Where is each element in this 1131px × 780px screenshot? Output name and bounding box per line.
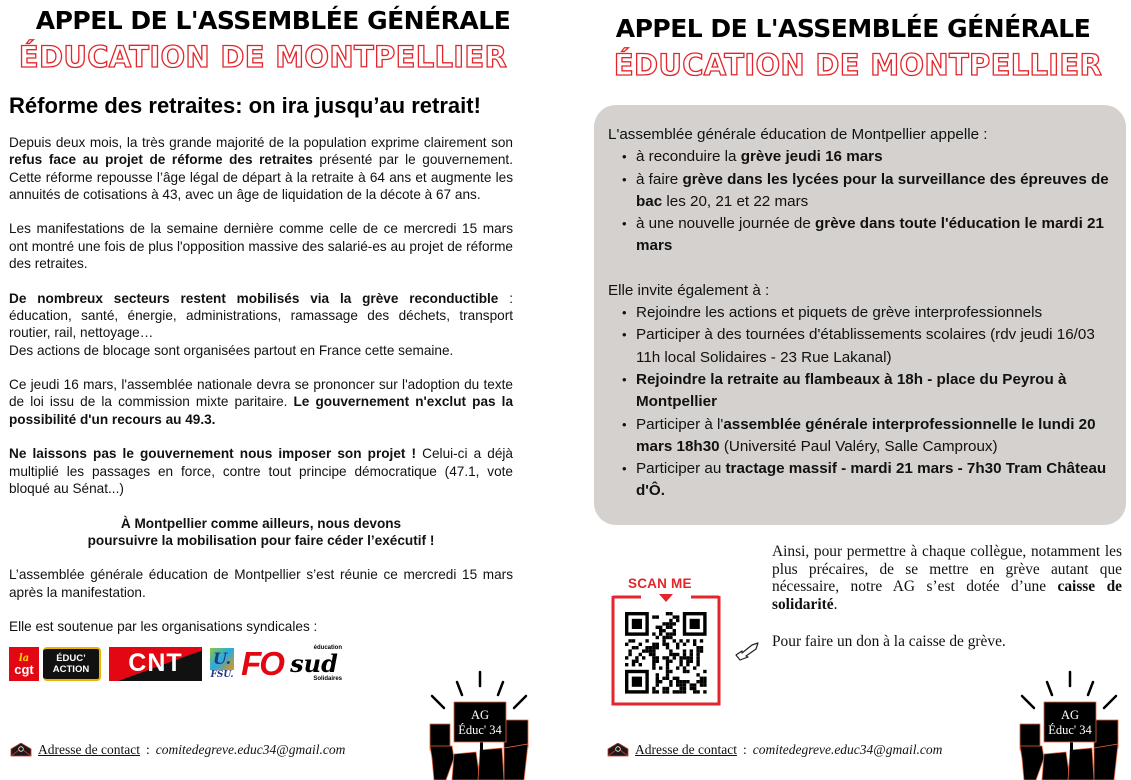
ag-educ34-logo [424, 668, 534, 780]
list-item [622, 302, 1118, 324]
list-item [622, 324, 1118, 369]
page-subtitle: ÉDUCATION DE MONTPELLIER [18, 40, 508, 74]
contact-email-link[interactable]: comitedegreve.educ34@gmail.com [155, 742, 346, 757]
invites-list [608, 302, 1118, 503]
text-bold: grève jeudi 16 mars [740, 148, 883, 166]
page-title: APPEL DE L'ASSEMBLÉE GÉNÉRALE [615, 14, 1091, 43]
text: Rejoindre les actions et piquets de grève interprofessionnels [636, 304, 1043, 322]
right-page [570, 0, 1131, 780]
ag-educ34-logo [1014, 668, 1124, 780]
cgt-logo-text: cgt [14, 661, 34, 677]
sectors-text [9, 290, 513, 342]
sud-logo [286, 644, 342, 684]
contact-label: Adresse de contact [38, 742, 140, 757]
sud-logo-text: sud [290, 648, 338, 678]
envelope-icon [607, 743, 629, 757]
contact-separator: : [742, 742, 747, 757]
cgt-logo [9, 647, 39, 681]
donation-link[interactable]: Pour faire un don à la caisse de grève. [772, 633, 1006, 650]
pointing-arrow-icon [734, 641, 760, 661]
paragraph-assembly-vote [9, 376, 513, 428]
contact-email-link[interactable]: comitedegreve.educ34@gmail.com [752, 742, 943, 757]
paragraph-meeting: L’assemblée générale éducation de Montpellier s’est réunie ce mercredi 15 mars après la manifestation. [9, 567, 513, 600]
envelope-icon [10, 743, 32, 757]
sud-logo-text: éducation [313, 644, 342, 651]
calls-intro: L'assemblée générale éducation de Montpellier appelle : [608, 126, 988, 143]
text-bold: assemblée générale interprofessionnelle le lundi 20 mars 18h30 [636, 415, 1096, 455]
contact-line [607, 742, 942, 758]
text: (Université Paul Valéry, Salle Camproux) [719, 437, 998, 455]
text-bold: De nombreux secteurs restent mobilisés via la grève reconductible [9, 290, 499, 306]
text-bold: caisse de solidarité [772, 578, 1122, 613]
down-arrow-icon [659, 594, 673, 602]
page-subtitle: ÉDUCATION DE MONTPELLIER [613, 48, 1103, 82]
text: Participer à l' [636, 415, 724, 433]
educ-action-text: ÉDUC’ [56, 652, 86, 664]
blocking-text: Des actions de blocage sont organisées partout en France cette semaine. [9, 342, 454, 358]
text: Participer au [636, 460, 726, 478]
list-item [622, 414, 1118, 459]
fsu-logo-text: FSU. [210, 669, 234, 680]
text: . [833, 595, 838, 613]
calls-list [608, 146, 1118, 257]
fsu-logo-mark: U. [210, 648, 234, 670]
left-page [0, 0, 560, 780]
callout-mobilisation [9, 515, 513, 550]
text: à faire [636, 170, 683, 188]
ag-sign-line: Éduc' 34 [458, 723, 502, 737]
contact-separator: : [145, 742, 150, 757]
text-bold: tractage massif - mardi 21 mars - 7h30 Tram Château d'Ô. [636, 460, 1107, 500]
solidarity-paragraph [772, 543, 1122, 613]
paragraph-demonstrations: Les manifestations de la semaine dernière comme celle de ce mercredi 15 mars ont montré une fois de plus l'opposition massive des salarié-es au projet de réforme des retraites. [9, 221, 513, 272]
text-bold: Rejoindre la retraite au flambeaux à 18h - place du Peyrou à Montpellier [636, 370, 1067, 411]
paragraph-resist [9, 445, 513, 497]
text: présenté par le gouvernement. Cette réforme repousse l’âge légal de départ à la retraite à 64 ans et augmente les annuités de cotisations à 43, avec un âge de liquidation de la décote à 67 ans. [9, 152, 513, 202]
left-body [9, 92, 513, 684]
contact-line [10, 742, 345, 758]
cnt-logo: CNT [109, 647, 202, 681]
list-item [622, 369, 1118, 414]
scan-me-label: SCAN ME [628, 576, 692, 591]
list-item [622, 458, 1118, 503]
calls-box [594, 105, 1126, 525]
qr-modules [625, 612, 707, 694]
ag-sign-line: AG [470, 708, 490, 722]
sud-logo-text: Solidaires [313, 675, 342, 682]
text: Depuis deux mois, la très grande majorité de la population exprime clairement son [9, 135, 513, 150]
paragraph-intro [9, 134, 513, 203]
invites-intro: Elle invite également à : [608, 281, 770, 299]
text-bold: Le gouvernement n'exclut pas la possibilité d'un recours au 49.3. [9, 394, 513, 427]
paragraph-unions: Elle est soutenue par les organisations syndicales : [9, 619, 318, 635]
text: : éducation, santé, énergie, administrations, ramassage des déchets, transport routier, rail, nettoyage… [9, 290, 513, 341]
list-item [622, 169, 1118, 214]
text: Celui-ci a déjà multiplié les passages en force, contre tout principe démocratique (47.1, vote bloqué au Sénat...) [9, 446, 513, 496]
page-title: APPEL DE L'ASSEMBLÉE GÉNÉRALE [35, 6, 511, 35]
qr-code[interactable] [611, 594, 721, 706]
list-item [622, 146, 1118, 168]
text: à reconduire la [636, 148, 741, 166]
text-bold: Ne laissons pas le gouvernement nous imposer son projet ! [9, 446, 417, 462]
fsu-logo [206, 647, 238, 681]
educ-action-text: ACTION [52, 663, 90, 675]
text: Ce jeudi 16 mars, l'assemblée nationale devra se prononcer sur l'adoption du texte de loi issu de la commission mixte paritaire. [9, 377, 513, 410]
text-bold: grève dans toute l'éducation le mardi 21 mars [636, 215, 1104, 255]
cgt-logo-text: la [18, 652, 30, 664]
ag-sign-line: Éduc' 34 [1048, 723, 1092, 737]
contact-label: Adresse de contact [635, 742, 737, 757]
text: à une nouvelle journée de [636, 215, 816, 233]
callout-line: À Montpellier comme ailleurs, nous devons [120, 515, 402, 531]
headline: Réforme des retraites: on ira jusqu’au retrait! [9, 93, 481, 118]
fo-logo: FO [241, 644, 283, 682]
list-item [622, 213, 1118, 258]
ag-sign-line: AG [1060, 708, 1080, 722]
text: les 20, 21 et 22 mars [662, 192, 809, 210]
callout-line: poursuivre la mobilisation pour faire céder l’exécutif ! [87, 532, 435, 548]
paragraph-sectors [9, 290, 513, 359]
educ-action-logo [43, 647, 101, 681]
text-bold: refus face au projet de réforme des retraites [9, 152, 313, 168]
text: Participer à des tournées d'établissements scolaires (rdv jeudi 16/03 11h local Solidaires - 23 Rue Lakanal) [636, 326, 1095, 366]
text: Ainsi, pour permettre à chaque collègue, notamment les plus précaires, de se mettre en grève autant que nécessaire, notre AG s’est dotée d’une [772, 543, 1122, 596]
text-bold: grève dans les lycées pour la surveillance des épreuves de bac [636, 170, 1109, 210]
